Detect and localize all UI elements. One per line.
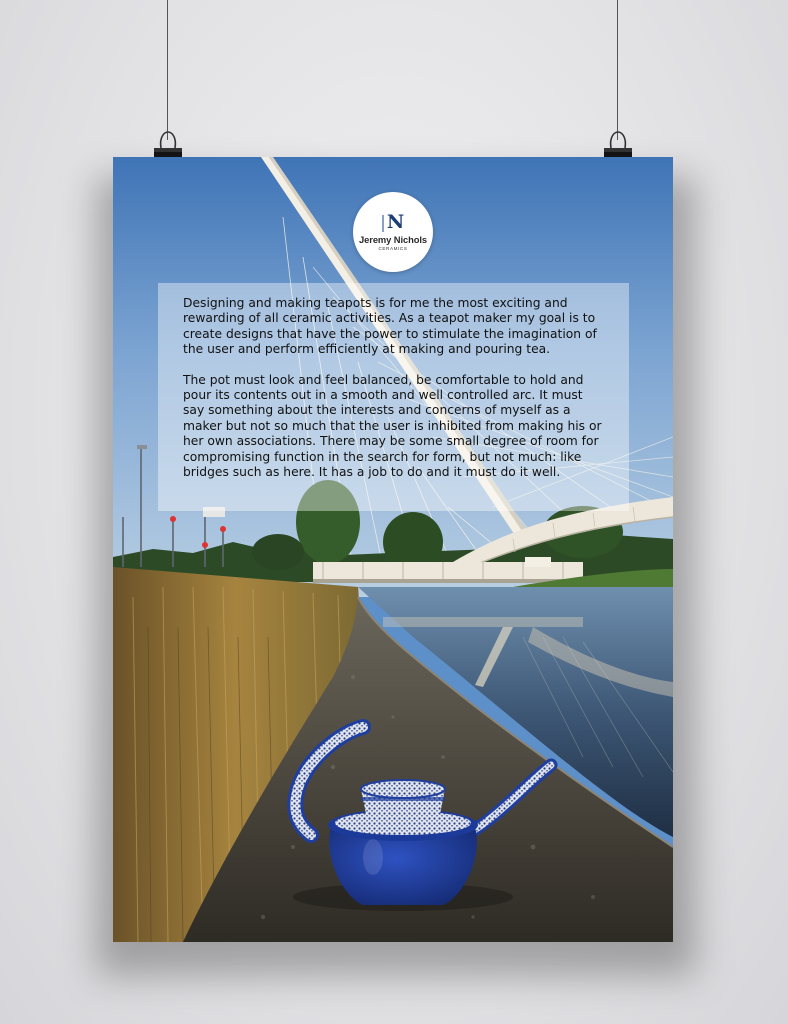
logo-initials: N xyxy=(386,211,405,233)
poster-paragraph-2: The pot must look and feel balanced, be comfortable to hold and pour its contents out in a smooth and well controlled arc. It must say something about the interests and concerns of myself as a maker but not so much that the user is inhibited from making his or her own associations. There may be some small degree of room for compromising function in the search for form, but not much: like bridges such as here. It has a job to do and it must do it well. xyxy=(183,372,602,480)
logo-name: Jeremy Nichols xyxy=(359,234,427,245)
poster xyxy=(113,157,673,942)
hanging-wire-right xyxy=(617,0,618,140)
brand-logo xyxy=(353,192,433,272)
logo-subtitle: CERAMICS xyxy=(378,246,408,251)
hanging-wire-left xyxy=(167,0,168,140)
poster-text-panel xyxy=(158,283,629,511)
logo-bar xyxy=(382,215,384,232)
logo-monogram-icon xyxy=(382,213,404,232)
bridge-teapot-photo xyxy=(113,157,673,942)
poster-paragraph-1: Designing and making teapots is for me the most exciting and rewarding of all ceramic activities. As a teapot maker my goal is to create designs that have the power to stimulate the imagination of the user and perform efficiently at making and pouring tea. xyxy=(183,296,597,357)
